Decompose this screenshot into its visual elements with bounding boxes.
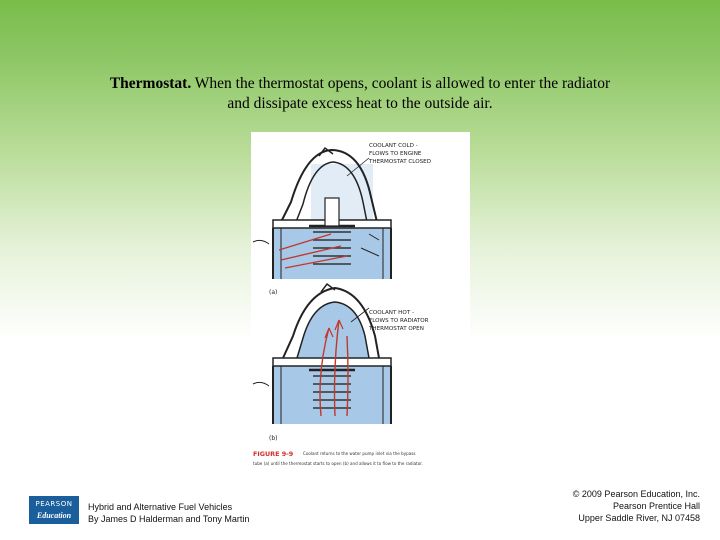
title-line-2: and dissipate excess heat to the outside air. — [227, 95, 493, 112]
label-a-line-3: THERMOSTAT CLOSED — [369, 159, 432, 165]
title-line-1 — [40, 74, 680, 94]
footer-copyright — [573, 488, 700, 524]
thermostat-diagram — [251, 132, 470, 478]
label-b-line-3: THERMOSTAT OPEN — [369, 326, 424, 332]
footer-book-info — [88, 501, 249, 525]
copyright-line: © 2009 Pearson Education, Inc. — [572, 489, 700, 499]
title-bold: Thermostat. — [109, 75, 192, 92]
thermostat-figure — [251, 132, 470, 478]
pearson-logo — [29, 496, 79, 524]
title-rest: When the thermostat opens, coolant is allowed to enter the radiator — [191, 75, 611, 92]
label-a-text — [368, 143, 431, 165]
label-b-text — [368, 310, 429, 332]
figure-number: FIGURE 9-9 — [253, 450, 294, 458]
book-authors: By James D Halderman and Tony Martin — [88, 514, 250, 524]
panel-b-drawing — [253, 284, 391, 424]
panel-a-label: (a) — [269, 289, 278, 296]
caption-line-2: tube (a) until the thermostat starts to open (b) and allows it to flow to the radiator. — [253, 461, 423, 466]
book-title: Hybrid and Alternative Fuel Vehicles — [88, 502, 233, 512]
label-a-line-2: FLOWS TO ENGINE — [369, 151, 422, 157]
panel-a-drawing — [253, 148, 391, 279]
caption-line-1: Coolant returns to the water pump inlet via the bypass — [303, 451, 416, 456]
logo-line-1: PEARSON — [35, 500, 73, 508]
logo-line-2: Education — [36, 511, 72, 520]
label-b-line-1: COOLANT HOT - — [369, 310, 414, 316]
address-line: Upper Saddle River, NJ 07458 — [578, 513, 700, 523]
label-b-line-2: FLOWS TO RADIATOR — [369, 318, 429, 324]
label-a-line-1: COOLANT COLD - — [369, 143, 418, 149]
slide-title — [40, 74, 680, 114]
panel-b-label: (b) — [269, 435, 278, 442]
publisher-line: Pearson Prentice Hall — [612, 501, 700, 511]
